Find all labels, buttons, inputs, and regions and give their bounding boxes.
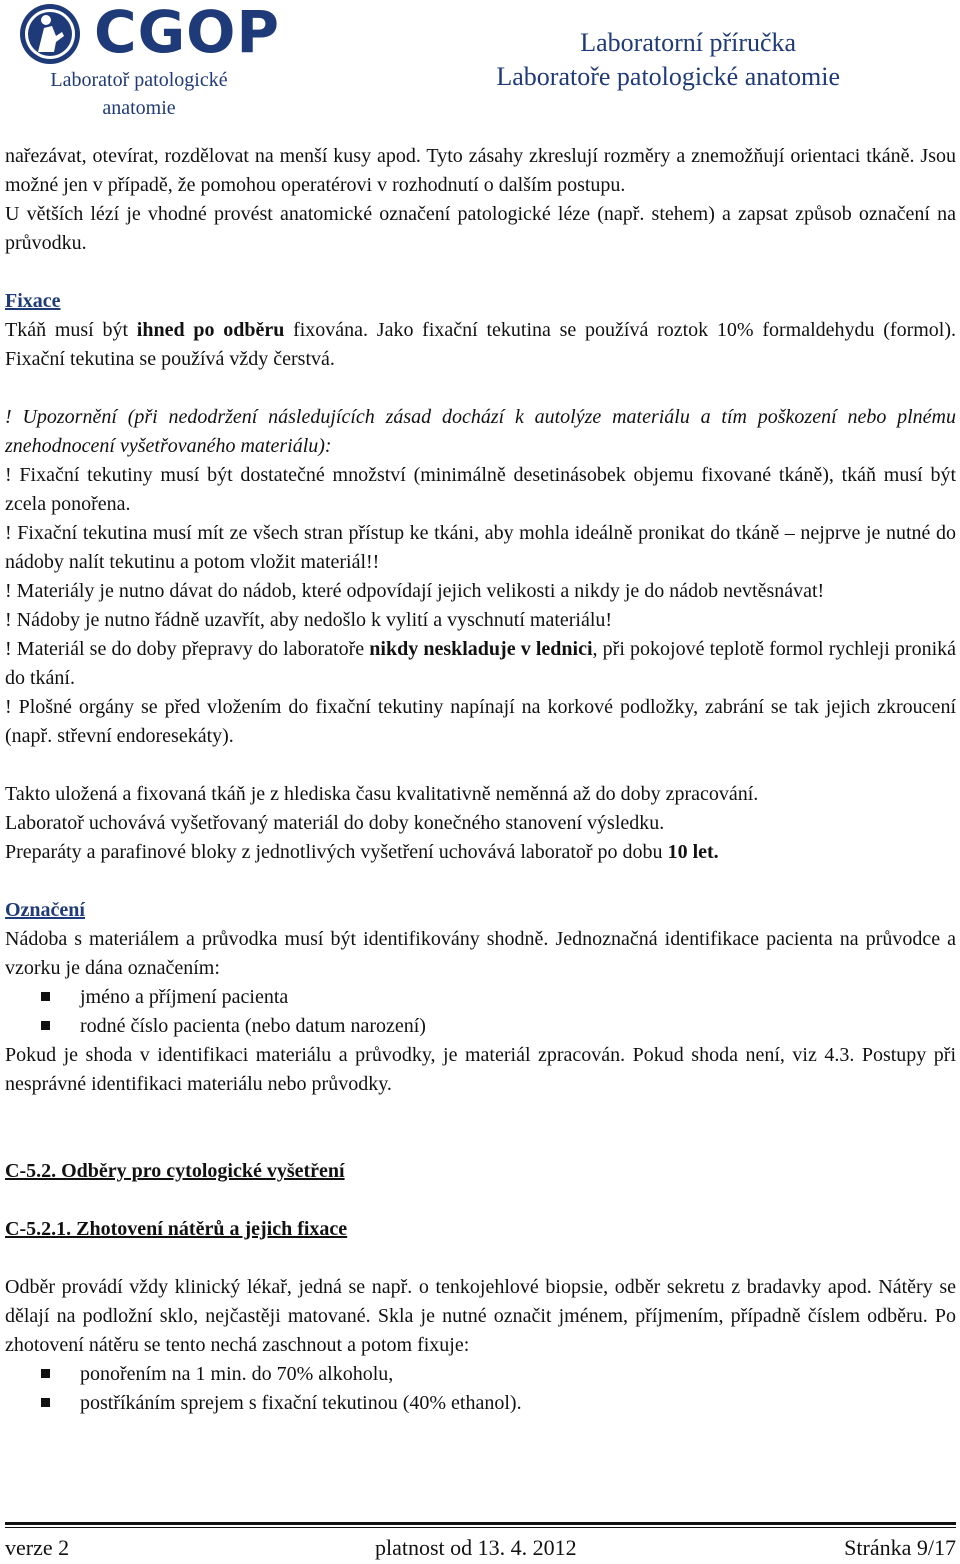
section-heading-c521 — [5, 1215, 956, 1244]
paragraph — [5, 838, 956, 867]
paragraph: Takto uložená a fixovaná tkáň je z hlediska času kvalitativně neměnná až do doby zpracování. — [5, 783, 759, 805]
list-item: rodné číslo pacienta (nebo datum narození) — [5, 1012, 956, 1041]
section-heading-text: C-5.2.1. Zhotovení nátěrů a jejich fixace — [5, 1218, 348, 1240]
page-header — [0, 0, 960, 118]
cgop-logo — [14, 0, 280, 119]
document-title-line-2: Laboratoře patologické anatomie — [496, 62, 840, 91]
logo-subtitle-line-1: Laboratoř patologické — [50, 69, 228, 91]
paragraph: Odběr provádí vždy klinický lékař, jedná se např. o tenkojehlové biopsie, odběr sekretu z bradavky apod. Nátěry se dělají na podložní sklo, nejčastěji matované. Skla je nutné označit jménem, příjmením, případně číslem odběru. Po zhotovení nátěru se tento nechá zaschnout a potom fixuje: — [5, 1276, 956, 1356]
list-item: jméno a příjmení pacienta — [5, 983, 956, 1012]
logo-text: CGOP — [94, 0, 280, 66]
page-number: Stránka 9/17 — [844, 1535, 956, 1560]
footer-divider-thin — [5, 1527, 956, 1528]
document-title — [496, 26, 840, 94]
document-title-line-1: Laboratorní příručka — [580, 28, 797, 57]
list-item: ponořením na 1 min. do 70% alkoholu, — [5, 1360, 956, 1389]
rule-item: ! Fixační tekutiny musí být dostatečné množství (minimálně desetinásobek objemu fixované tkáně), tkáň musí být zcela ponořena. — [5, 464, 956, 515]
text: ! Materiál se do doby přepravy do laboratoře — [5, 638, 370, 660]
fixace-heading-text: Fixace — [5, 290, 61, 312]
document-body — [5, 142, 956, 1418]
section-heading-c52 — [5, 1157, 956, 1186]
bold-text: nikdy neskladuje v lednici — [369, 638, 593, 660]
text: fixována. Jako fixační tekutina se používá roztok 10% formaldehydu (formol). Fixační tekutina se používá vždy čerstvá. — [5, 319, 957, 370]
text: Preparáty a parafinové bloky z jednotlivých vyšetření uchovává laboratoř po dobu — [5, 841, 668, 863]
oznaceni-heading-text: Označení — [5, 899, 85, 921]
paragraph: nařezávat, otevírat, rozdělovat na menší kusy apod. Tyto zásahy zkreslují rozměry a znemožňují orientaci tkáně. Jsou možné jen v případě, že pomohou operatérovi v rozhodnutí o dalším postupu. — [5, 145, 956, 196]
logo-subtitle — [14, 66, 264, 122]
fixation-methods-list — [5, 1360, 956, 1418]
emblem-icon — [16, 2, 92, 66]
warning-paragraph: ! Upozornění (při nedodržení následujících zásad dochází k autolýze materiálu a tím poškození nebo plnému znehodnocení vyšetřovaného materiálu): — [5, 406, 956, 457]
paragraph — [5, 316, 956, 374]
paragraph: Laboratoř uchovává vyšetřovaný materiál do doby konečného stanovení výsledku. — [5, 812, 665, 834]
footer-row — [5, 1534, 956, 1562]
section-heading-text: C-5.2. Odběry pro cytologické vyšetření — [5, 1160, 345, 1182]
paragraph: Nádoba s materiálem a průvodka musí být identifikovány shodně. Jednoznačná identifikace pacienta na průvodce a vzorku je dána označením: — [5, 928, 956, 979]
version-label: verze 2 — [5, 1535, 70, 1560]
rule-item: ! Plošné orgány se před vložením do fixační tekutiny napínají na korkové podložky, zabrání se tak jejich zkroucení (např. střevní endoresekáty). — [5, 696, 956, 747]
logo-subtitle-line-2: anatomie — [102, 97, 176, 119]
paragraph: U větších lézí je vhodné provést anatomické označení patologické léze (např. stehem) a zapsat způsob označení na průvodku. — [5, 203, 956, 254]
valid-from-label: platnost od 13. 4. 2012 — [375, 1535, 577, 1560]
bold-text: ihned po odběru — [136, 319, 285, 341]
footer-divider — [5, 1522, 956, 1525]
rule-item — [5, 635, 956, 693]
paragraph: Pokud je shoda v identifikaci materiálu a průvodky, je materiál zpracován. Pokud shoda není, viz 4.3. Postupy při nesprávné identifikaci materiálu nebo průvodky. — [5, 1044, 956, 1095]
oznaceni-heading — [5, 896, 956, 925]
rule-item: ! Nádoby je nutno řádně uzavřít, aby nedošlo k vylití a vyschnutí materiálu! — [5, 609, 613, 631]
rule-item: ! Fixační tekutina musí mít ze všech stran přístup ke tkáni, aby mohla ideálně pronikat do tkáně – nejprve je nutné do nádoby nalít tekutinu a potom vložit materiál!! — [5, 522, 956, 573]
text: , při pokojové teplotě formol rychleji proniká do tkání. — [5, 638, 957, 689]
fixace-heading — [5, 287, 956, 316]
bold-text: 10 let. — [667, 841, 719, 863]
list-item: postříkáním sprejem s fixační tekutinou (40% ethanol). — [5, 1389, 956, 1418]
rule-item: ! Materiály je nutno dávat do nádob, které odpovídají jejich velikosti a nikdy je do nádob nevtěsnávat! — [5, 580, 825, 602]
text: Tkáň musí být — [5, 319, 137, 341]
oznaceni-list — [5, 983, 956, 1041]
